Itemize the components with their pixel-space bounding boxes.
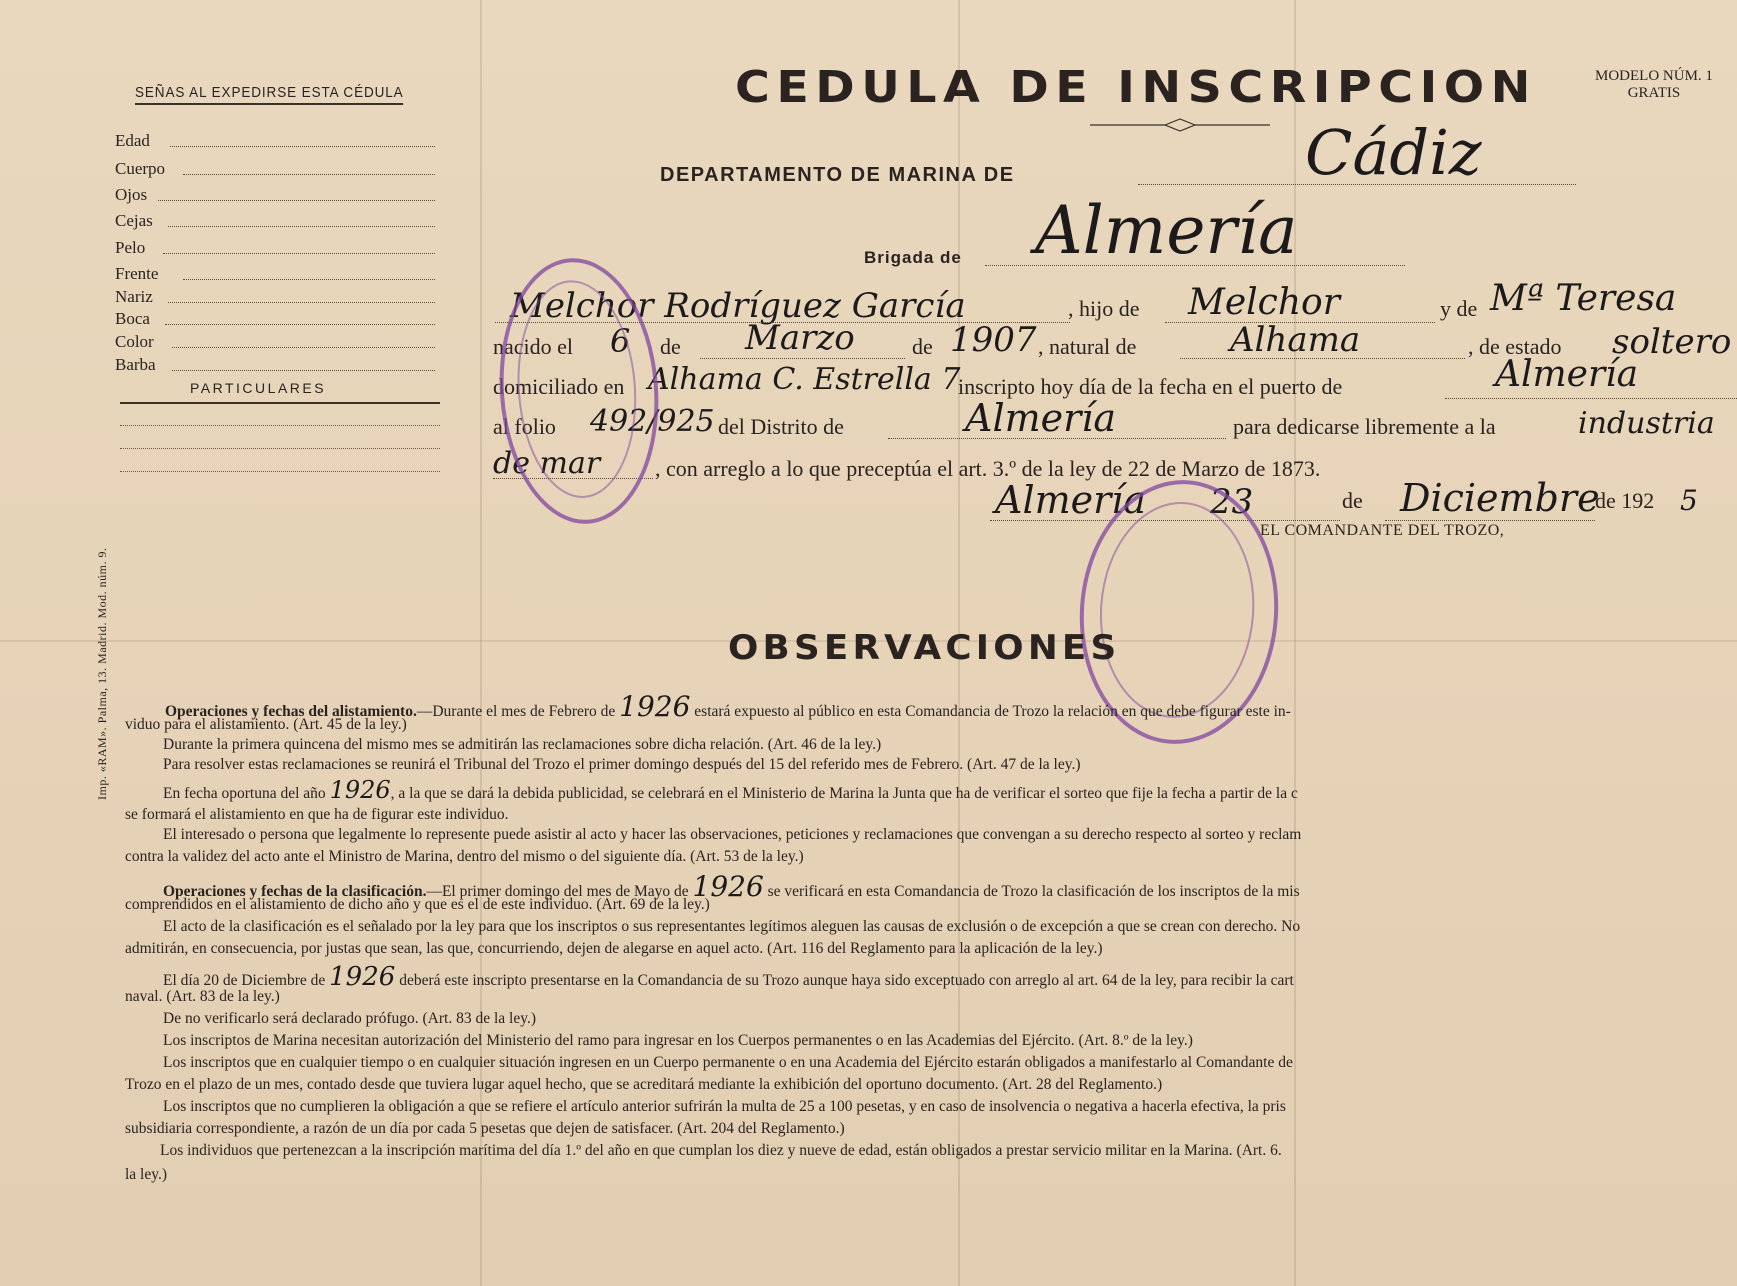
inscripto-label: inscripto hoy día de la fecha en el puerto de — [958, 374, 1343, 399]
person-name: Melchor Rodríguez García — [510, 286, 966, 326]
obs-line: Los inscriptos de Marina necesitan autorización del Ministerio del ramo para ingresar en los Cuerpos permanentes o en las Academias del Ejército. (Art. 8.º de la ley.) — [163, 1032, 1193, 1049]
obs-line: admitirán, en consecuencia, por justas que sean, las que, concurriendo, dejen de alegarse en aquel acto. (Art. 116 del Reglamento para la aplicación de la ley.) — [125, 940, 1103, 957]
particulares-line — [120, 471, 440, 472]
obs-line: Trozo en el plazo de un mes, contado desde que tuviera lugar aquel hecho, que se acreditará mediante la exhibición del oportuno documento. (Art. 28 del Reglamento.) — [125, 1076, 1163, 1093]
obs-line: subsidiaria correspondiente, a razón de un día por cada 5 pesetas que dejen de satisfacer. (Art. 204 del Reglamento.) — [125, 1120, 845, 1137]
hijo-de-label: , hijo de — [1068, 296, 1140, 321]
model-number: MODELO NÚM. 1 GRATIS — [1595, 68, 1713, 101]
puerto-value: Almería — [1495, 354, 1639, 395]
dedicarse-value-2: de mar — [493, 446, 601, 481]
field-edad: Edad — [115, 131, 150, 150]
imprint: Imp. «RAM». Palma, 13. Madrid. Mod. núm. 9. — [95, 547, 109, 800]
title-ornament — [1090, 115, 1270, 135]
brigada-value: Almería — [1035, 192, 1298, 269]
date-year-label: de 192 — [1595, 488, 1655, 513]
field-cuerpo: Cuerpo — [115, 159, 166, 178]
particulares-line — [120, 425, 440, 426]
nacido-label: nacido el — [493, 334, 574, 359]
field-barba: Barba — [115, 355, 156, 374]
mother-name: Mª Teresa — [1490, 278, 1677, 319]
birth-year: 1907 — [950, 320, 1037, 360]
particulares-rule — [120, 402, 440, 404]
obs-line: El acto de la clasificación es el señalado por la ley para que los inscriptos o sus representantes legítimos aleguen las causas de exclusión o de excepción a que se crean con derecho. No — [163, 918, 1301, 935]
obs-line: se formará el alistamiento en que ha de figurar este individuo. — [125, 806, 509, 823]
field-pelo: Pelo — [115, 238, 146, 257]
de-label: de — [912, 334, 933, 359]
obs-line: Los inscriptos que no cumplieren la obligación a que se refiere el artículo anterior sufrirán la multa de 25 a 100 pesetas, y en caso de insolvencia o negativa a hacerla efectiva, la pris — [163, 1098, 1286, 1115]
date-month: Diciembre — [1400, 476, 1600, 520]
birth-day: 6 — [610, 322, 631, 360]
field-frente: Frente — [115, 264, 159, 283]
de-label: de — [660, 334, 681, 359]
obs-line: El día 20 de Diciembre de 1926 deberá este inscripto presentarse en la Comandancia de su Trozo aunque haya sido exceptuado con arreglo al art. 64 de la ley, para recibir la cart — [163, 962, 1294, 992]
folio-value: 492/925 — [590, 404, 715, 439]
particulares-heading: PARTICULARES — [190, 380, 327, 396]
dedicarse-label: para dedicarse libremente a la — [1233, 414, 1496, 439]
natural-label: , natural de — [1038, 334, 1137, 359]
observaciones-heading: OBSERVACIONES — [728, 628, 1121, 668]
distrito-label: del Distrito de — [718, 414, 844, 439]
field-ojos: Ojos — [115, 185, 148, 204]
domicilio-label: domiciliado en — [493, 374, 625, 399]
particulares-line — [120, 448, 440, 449]
estado-label: , de estado — [1468, 334, 1562, 359]
obs-line: Operaciones y fechas de la clasificación.—El primer domingo del mes de Mayo de 1926 se verificará en esta Comandancia de Trozo la clasificación de los inscriptos de la mis — [163, 870, 1300, 903]
y-de-label: y de — [1440, 296, 1478, 321]
obs-line: Operaciones y fechas del alistamiento.—Durante el mes de Febrero de 1926 estará expuesto al público en esta Comandancia de Trozo la relación en que debe figurar este in- — [165, 690, 1291, 723]
field-boca: Boca — [115, 309, 150, 328]
date-day: 23 — [1210, 482, 1254, 522]
obs-line: Durante la primera quincena del mismo mes se admitirán las reclamaciones sobre dicha relación. (Art. 46 de la ley.) — [163, 736, 882, 753]
obs-line: Los inscriptos que en cualquier tiempo o en cualquier situación ingresen en un Cuerpo permanente o en una Academia del Ejército estarán obligados a manifestarlo al Comandante de — [163, 1054, 1293, 1071]
obs-line: naval. (Art. 83 de la ley.) — [125, 988, 280, 1005]
natural-value: Alhama — [1230, 320, 1361, 360]
field-cejas: Cejas — [115, 211, 153, 230]
obs-line: De no verificarlo será declarado prófugo. (Art. 83 de la ley.) — [163, 1010, 536, 1027]
obs-line: Los individuos que pertenezcan a la inscripción marítima del día 1.º del año en que cumplan los diez y nueve de edad, están obligados a prestar servicio militar en la Marina. (Art. 6. — [160, 1142, 1282, 1159]
place-value: Almería — [995, 478, 1147, 522]
comandante-label: EL COMANDANTE DEL TROZO, — [1260, 522, 1505, 539]
departamento-label: DEPARTAMENTO DE MARINA DE — [660, 164, 1015, 186]
domicilio-value: Alhama C. Estrella 7 — [648, 362, 961, 397]
date-de-label: de — [1342, 488, 1363, 513]
obs-line: la ley.) — [125, 1166, 168, 1183]
father-name: Melchor — [1188, 282, 1340, 323]
departamento-value: Cádiz — [1305, 116, 1482, 189]
senas-heading: SEÑAS AL EXPEDIRSE ESTA CÉDULA — [135, 84, 404, 105]
obs-line: Para resolver estas reclamaciones se reunirá el Tribunal del Trozo el primer domingo después del 15 del referido mes de Febrero. (Art. 47 de la ley.) — [163, 756, 1081, 773]
distrito-value: Almería — [965, 396, 1117, 440]
estado-value: soltero — [1612, 322, 1732, 362]
field-color: Color — [115, 332, 154, 351]
page-title: CEDULA DE INSCRIPCION — [735, 62, 1537, 113]
obs-line: comprendidos en el alistamiento de dicho año y que es el de este individuo. (Art. 69 de la ley.) — [125, 896, 710, 913]
dedicarse-value: industria — [1578, 406, 1715, 441]
folio-label: al folio — [493, 414, 556, 439]
obs-line: En fecha oportuna del año 1926, a la que se dará la debida publicidad, se celebrará en el Ministerio de Marina la Junta que ha de verificar el sorteo que fije la fecha a partir de la c — [163, 776, 1298, 804]
date-year-digit: 5 — [1680, 484, 1698, 517]
field-nariz: Nariz — [115, 287, 153, 306]
birth-month: Marzo — [745, 318, 855, 358]
obs-line: viduo para el alistamiento. (Art. 45 de la ley.) — [125, 716, 407, 733]
arreglo-text: , con arreglo a lo que preceptúa el art. 3.º de la ley de 22 de Marzo de 1873. — [655, 456, 1321, 481]
obs-line: contra la validez del acto ante el Ministro de Marina, dentro del mismo o del siguiente día. (Art. 53 de la ley.) — [125, 848, 804, 865]
brigada-label: Brigada de — [864, 248, 962, 267]
obs-line: El interesado o persona que legalmente lo represente puede asistir al acto y hacer las observaciones, peticiones y reclamaciones que convengan a su derecho respecto al sorteo y reclam — [163, 826, 1302, 843]
